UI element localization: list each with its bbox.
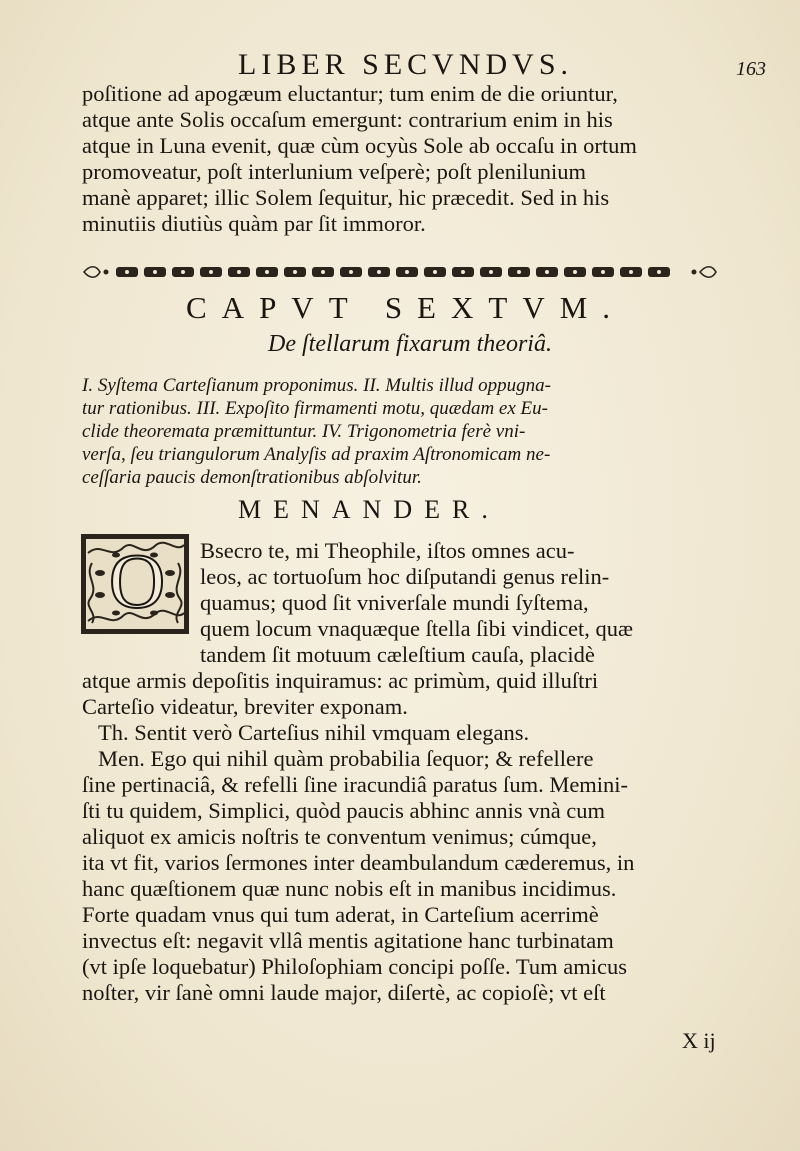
summary-line: tur rationibus. III. Expoſito firmamenti motu, quædam ex Eu-: [82, 398, 548, 419]
text-line: aliquot ex amicis noſtris te conventum venimus; cúmque,: [82, 824, 597, 849]
text-line: invectus eſt: negavit vllâ mentis agitatione hanc turbinatam: [82, 928, 614, 953]
text-line: manè apparet; illic Solem ſequitur, hic præcedit. Sed in his: [82, 185, 610, 210]
decorated-initial: [80, 533, 190, 635]
text-line: atque ante Solis occaſum emergunt: contrarium enim in his: [82, 107, 613, 132]
text-line: promoveatur, poſt interlunium veſperè; poſt plenilunium: [82, 159, 586, 184]
speaker-heading: MENANDER.: [238, 495, 500, 524]
text-line: quem locum vnaquæque ſtella ſibi vindicet, quæ: [200, 616, 634, 641]
text-line: atque in Luna evenit, quæ cùm ocyùs Sole ab occaſu in ortum: [82, 133, 637, 158]
speaker-line: Men. Ego qui nihil quàm probabilia ſequor; & refellere: [98, 746, 594, 771]
chapter-title: CAPVT SEXTVM.: [186, 290, 626, 325]
summary-line: verſa, ſeu triangulorum Analyſis ad praxim Aſtronomicam ne-: [82, 444, 551, 465]
text-line: ita vt fit, varios ſermones inter deambulandum cæderemus, in: [82, 850, 635, 875]
catchword: X ij: [682, 1028, 716, 1053]
text-line: leos, ac tortuoſum hoc diſputandi genus relin-: [200, 564, 610, 589]
summary-line: I. Syſtema Carteſianum proponimus. II. Multis illud oppugna-: [82, 375, 551, 396]
text-line: (vt ipſe loquebatur) Philoſophiam concipi poſſe. Tum amicus: [82, 954, 627, 979]
speaker-line: Th. Sentit verò Carteſius nihil vmquam elegans.: [98, 720, 530, 745]
text-line: poſitione ad apogæum eluctantur; tum enim de die oriuntur,: [82, 81, 618, 106]
text-line: atque armis depoſitis inquiramus: ac primùm, quid illuſtri: [82, 668, 599, 693]
running-head: LIBER SECVNDVS.: [238, 48, 574, 81]
initial-letter: O: [108, 537, 166, 624]
chapter-subtitle: De ſtellarum fixarum theoriâ.: [268, 331, 552, 357]
text-line: tandem ſit motuum cæleſtium cauſa, placidè: [200, 642, 595, 667]
text-line: ſine pertinaciâ, & refelli ſine iracundiâ paratus ſum. Memini-: [82, 772, 629, 797]
text-line: minutiis diutiùs quàm par ſit immoror.: [82, 211, 426, 236]
text-line: Carteſio videatur, breviter exponam.: [82, 694, 408, 719]
text-line: hanc quæſtionem quæ nunc nobis eſt in manibus incidimus.: [82, 876, 617, 901]
text-line: noſter, vir ſanè omni laude major, diſertè, ac copioſè; vt eſt: [82, 980, 606, 1005]
text-line: ſti tu quidem, Simplici, quòd paucis abhinc annis vnà cum: [82, 798, 606, 823]
summary-line: clide theoremata præmittuntur. IV. Trigonometria ferè vni-: [82, 421, 526, 442]
text-line: Bsecro te, mi Theophile, iſtos omnes acu-: [200, 538, 575, 563]
page-number: 163: [736, 58, 766, 80]
text-line: quamus; quod ſit vniverſale mundi ſyſtema,: [200, 590, 589, 615]
ornamental-rule: [82, 264, 718, 280]
summary-line: ceſſaria paucis demonſtrationibus abſolvitur.: [82, 467, 422, 488]
text-line: Forte quadam vnus qui tum aderat, in Carteſium acerrimè: [82, 902, 599, 927]
